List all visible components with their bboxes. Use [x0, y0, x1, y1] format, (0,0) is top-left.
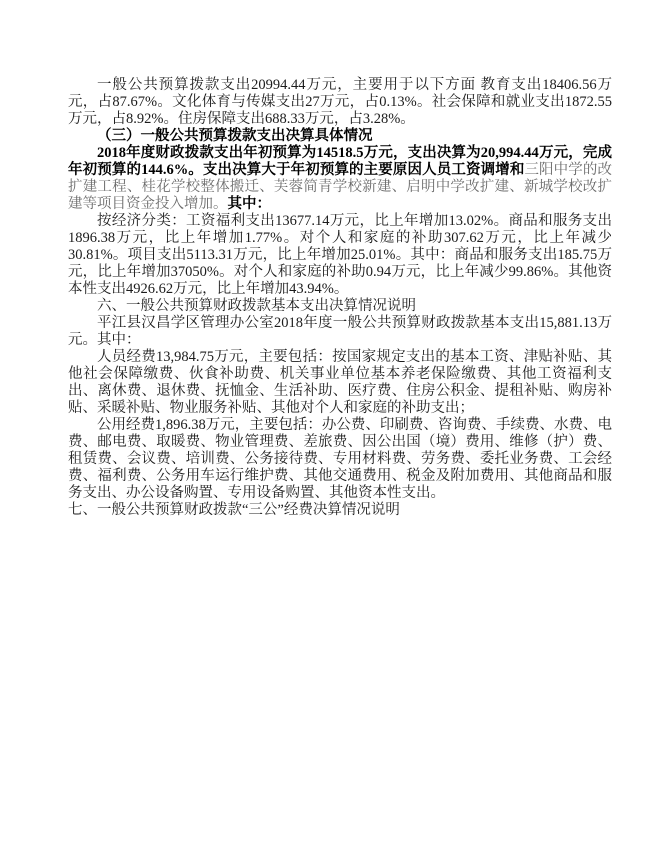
budget-vs-final-qizhong-label: 其中：	[227, 196, 271, 212]
para-economic-classification: 按经济分类：工资福利支出13677.14万元，比上年增加13.02%。商品和服务支出1896.38万元，比上年增加1.77%。对个人和家庭的补助307.62万元，比上年减少30.81%。项目支出5113.31万元，比上年增加25.01%。其中：商品和服务支出185.75万元，比上年增加37050%。对个人和家庭的补助0.94万元，比上年减少99.86%。其他资本性支出4926.62万元，比上年增加43.94%。	[68, 213, 612, 297]
budget-vs-final-bold-lead: 2018年度财政拨款支出年初预算为14518.5万元，支出决算为20,994.44万元，完成年初预算的144.6%。支出决算大于年初预算的主要原因人员工资调增和	[68, 145, 612, 178]
heading-section-7: 七、一般公共预算财政拨款“三公”经费决算情况说明	[68, 502, 400, 518]
heading-section-6: 六、一般公共预算财政拨款基本支出决算情况说明	[97, 298, 416, 314]
para-personnel-funds: 人员经费13,984.75万元，主要包括：按国家规定支出的基本工资、津贴补贴、其他社会保障缴费、伙食补助费、机关事业单位基本养老保险缴费、其他工资福利支出、离休费、退休费、抚恤金、生活补助、医疗费、住房公积金、提租补贴、购房补贴、采暖补贴、物业服务补贴、其他对个人和家庭的补助支出；	[68, 349, 612, 416]
heading-section-3: （三）一般公共预算拨款支出决算具体情况	[97, 128, 373, 144]
para-public-funds: 公用经费1,896.38万元，主要包括：办公费、印刷费、咨询费、手续费、水费、电费、邮电费、取暖费、物业管理费、差旅费、因公出国（境）费用、维修（护）费、租赁费、会议费、培训费、公务接待费、专用材料费、劳务费、委托业务费、工会经费、福利费、公务用车运行维护费、其他交通费用、税金及附加费用、其他商品和服务支出、办公设备购置、专用设备购置、其他资本性支出。	[68, 417, 612, 501]
para-basic-expenditure-total: 平江县汉昌学区管理办公室2018年度一般公共预算财政拨款基本支出15,881.13万元。其中：	[68, 315, 612, 348]
para-budget-vs-final	[68, 145, 612, 213]
budget-vs-final-project-detail: 三阳中学的改扩建工程、桂花学校整体搬迁、芙蓉简青学校新建、启明中学改扩建、新城学校改扩建等项目资金投入增加。	[68, 162, 613, 212]
para-expenditure-overview: 一般公共预算拨款支出20994.44万元，主要用于以下方面 教育支出18406.56万元，占87.67%。文化体育与传媒支出27万元，占0.13%。社会保障和就业支出1872.55万元，占8.92%。住房保障支出688.33万元，占3.28%。	[68, 77, 612, 127]
